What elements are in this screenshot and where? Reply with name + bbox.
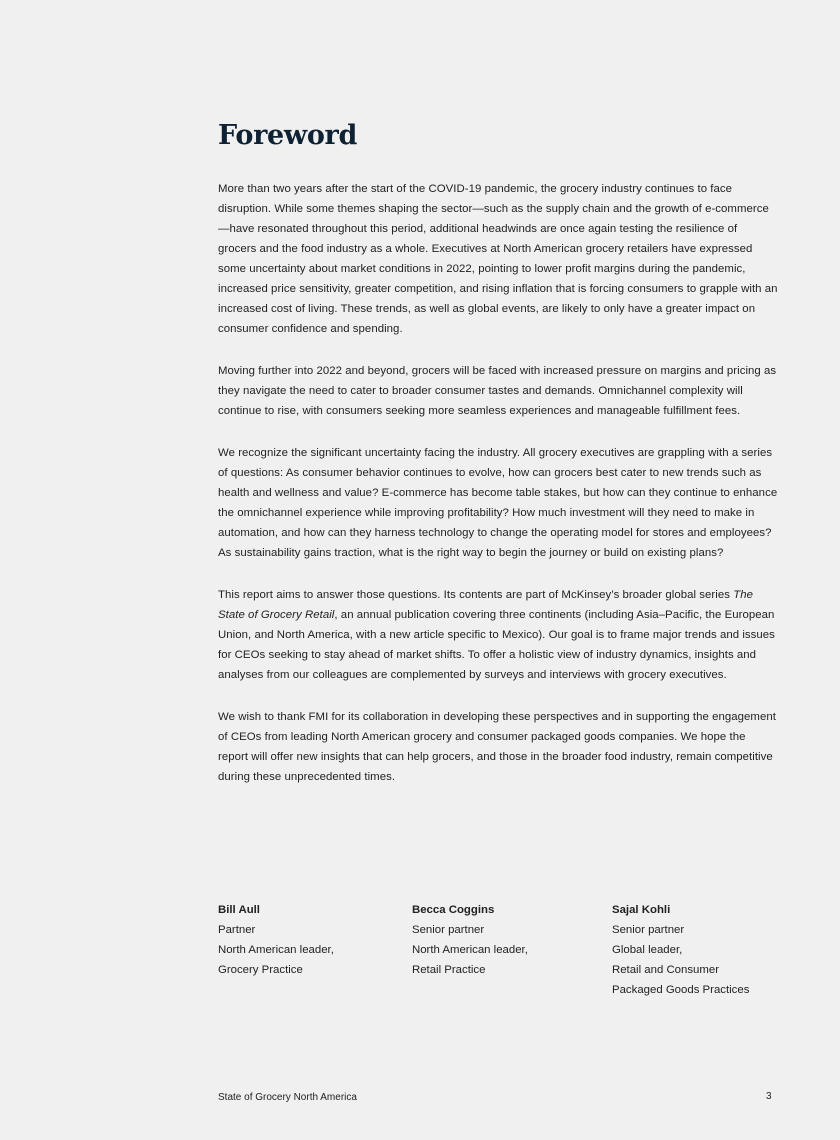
signatory-role: North American leader, xyxy=(218,944,334,956)
footer-publication-title: State of Grocery North America xyxy=(218,1092,357,1103)
signatory-practice: Retail and Consumer xyxy=(612,964,719,976)
paragraph-3: We recognize the significant uncertainty facing the industry. All grocery executives are grappling with a series of questions: As consumer behavior continues to evolve, how can grocers best cater to new trends such as health and wellness and value? E-commerce has become table stakes, but how can they continue to enhance the omnichannel experience while improving profitability? How much investment will they need to make in automation, and how can they harness technology to change the operating model for stores and employees? As sustainability gains traction, what is the right way to begin the journey or build on existing plans? xyxy=(218,447,778,559)
series-title: The State of Grocery Retail xyxy=(218,589,753,621)
signatory-practice-cont: Packaged Goods Practices xyxy=(612,984,750,996)
paragraph-4-rest: , an annual publication covering three continents (including Asia–Pacific, the European Union, and North America, with a new article specific to Mexico). Our goal is to frame major trends and issues for CEOs seeking to stay ahead of market shifts. To offer a holistic view of industry dynamics, insights and analyses from our colleagues are complemented by surveys and interviews with grocery executives. xyxy=(218,609,775,681)
signatory-name: Sajal Kohli xyxy=(612,904,671,916)
signatory-name: Becca Coggins xyxy=(412,904,495,916)
signatories xyxy=(218,900,798,1010)
signatory-title: Senior partner xyxy=(612,924,685,936)
signatory-name: Bill Aull xyxy=(218,904,260,916)
paragraph-4 xyxy=(218,585,778,685)
paragraph-5: We wish to thank FMI for its collaboration in developing these perspectives and in supporting the engagement of CEOs from leading North American grocery and consumer packaged goods companies. We hope the report will offer new insights that can help grocers, and those in the broader food industry, remain competitive during these unprecedented times. xyxy=(218,711,776,783)
page-number: 3 xyxy=(766,1091,772,1102)
signatory-becca-coggins xyxy=(412,900,528,980)
paragraph-1: More than two years after the start of the COVID-19 pandemic, the grocery industry continues to face disruption. While some themes shaping the sector—such as the supply chain and the growth of e-commerce—have resonated throughout this period, additional headwinds are once again testing the resilience of grocers and the food industry as a whole. Executives at North American grocery retailers have expressed some uncertainty about market conditions in 2022, pointing to lower profit margins during the pandemic, increased price sensitivity, greater competition, and rising inflation that is forcing consumers to grapple with an increased cost of living. These trends, as well as global events, are likely to only have a greater impact on consumer confidence and spending. xyxy=(218,183,778,335)
foreword-body xyxy=(218,179,778,809)
page-title: Foreword xyxy=(218,120,358,151)
signatory-title: Senior partner xyxy=(412,924,485,936)
signatory-sajal-kohli xyxy=(612,900,749,1000)
signatory-role: Global leader, xyxy=(612,944,683,956)
signatory-bill-aull xyxy=(218,900,334,980)
paragraph-4-lead: This report aims to answer those questions. Its contents are part of McKinsey’s broader global series xyxy=(218,589,734,601)
signatory-practice: Grocery Practice xyxy=(218,964,303,976)
paragraph-2: Moving further into 2022 and beyond, grocers will be faced with increased pressure on margins and pricing as they navigate the need to cater to broader consumer tastes and demands. Omnichannel complexity will continue to rise, with consumers seeking more seamless experiences and manageable fulfillment fees. xyxy=(218,365,777,417)
signatory-practice: Retail Practice xyxy=(412,964,486,976)
signatory-role: North American leader, xyxy=(412,944,528,956)
signatory-title: Partner xyxy=(218,924,256,936)
